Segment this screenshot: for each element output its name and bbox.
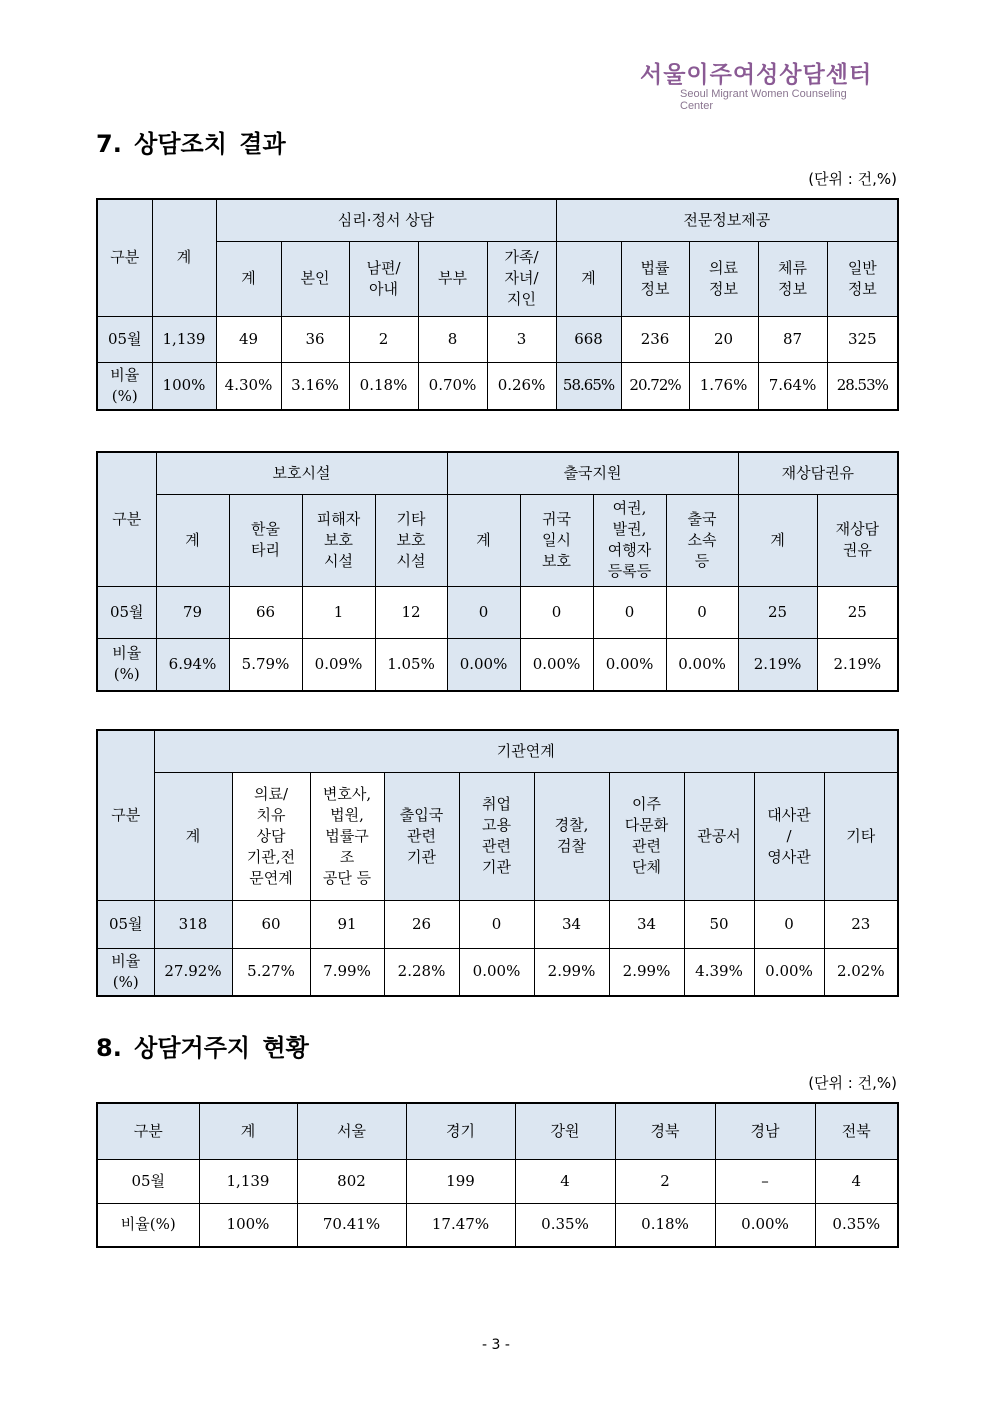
- table-2-subheader-row: [97, 494, 898, 586]
- cell: 7.64%: [758, 362, 827, 410]
- col-header: 대사관 / 영사관: [754, 772, 824, 900]
- col-header: 구분: [97, 1103, 199, 1159]
- cell: 70.41%: [297, 1203, 406, 1247]
- col-header: 관공서: [684, 772, 754, 900]
- cell: 1,139: [152, 316, 216, 362]
- col-header: 계: [154, 772, 232, 900]
- cell: 20.72%: [621, 362, 689, 410]
- cell: 2.19%: [738, 638, 817, 691]
- cell: 325: [827, 316, 898, 362]
- cell: 0.00%: [666, 638, 738, 691]
- col-header: 남편/ 아내: [349, 241, 418, 316]
- counseling-action-table-2: [96, 451, 899, 692]
- cell: 0: [520, 586, 593, 638]
- cell: 25: [817, 586, 898, 638]
- section-7-title: 7. 상담조치 결과: [96, 130, 286, 158]
- col-header: 계: [556, 241, 621, 316]
- cell: 236: [621, 316, 689, 362]
- cell: 0.00%: [754, 948, 824, 996]
- cell: 0.09%: [302, 638, 375, 691]
- col-header: 의료/ 치유 상담 기관,전 문연계: [232, 772, 310, 900]
- cell: 58.65%: [556, 362, 621, 410]
- cell: 23: [824, 900, 898, 948]
- table-row: [97, 638, 898, 691]
- cell: 0: [754, 900, 824, 948]
- cell: 0.00%: [715, 1203, 815, 1247]
- cell: 26: [384, 900, 459, 948]
- col-header: 전북: [815, 1103, 898, 1159]
- table-row: [97, 1203, 898, 1247]
- col-gubun: 구분: [97, 199, 152, 316]
- center-logo: [640, 62, 880, 112]
- cell: 802: [297, 1159, 406, 1203]
- cell: 4.30%: [216, 362, 281, 410]
- col-header: 출입국 관련 기관: [384, 772, 459, 900]
- col-header: 경찰, 검찰: [534, 772, 609, 900]
- cell: 0.00%: [459, 948, 534, 996]
- col-header: 계: [156, 494, 229, 586]
- col-header: 귀국 일시 보호: [520, 494, 593, 586]
- row-label: 05월: [97, 1159, 199, 1203]
- cell: 0.00%: [447, 638, 520, 691]
- table-row: [97, 948, 898, 996]
- cell: 36: [281, 316, 349, 362]
- table-row: [97, 362, 898, 410]
- cell: 2: [615, 1159, 715, 1203]
- col-header: 법률 정보: [621, 241, 689, 316]
- cell: 5.79%: [229, 638, 302, 691]
- logo-text: 서울이주여성상담센터: [640, 62, 873, 88]
- col-header: 일반 정보: [827, 241, 898, 316]
- cell: 0.00%: [520, 638, 593, 691]
- table-1-subheader-row: [97, 241, 898, 316]
- cell: 2: [349, 316, 418, 362]
- cell: 6.94%: [156, 638, 229, 691]
- cell: 1.76%: [689, 362, 758, 410]
- col-header: 강원: [515, 1103, 615, 1159]
- col-header: 여권, 발권, 여행자 등록등: [593, 494, 666, 586]
- cell: 2.02%: [824, 948, 898, 996]
- section-8-unit: (단위 : 건,%): [808, 1074, 897, 1092]
- cell: 0.18%: [349, 362, 418, 410]
- cell: 0: [666, 586, 738, 638]
- cell: 8: [418, 316, 487, 362]
- cell: 17.47%: [406, 1203, 515, 1247]
- row-label: 05월: [97, 900, 154, 948]
- cell: 49: [216, 316, 281, 362]
- row-label: 비율 (%): [97, 638, 156, 691]
- cell: 0.26%: [487, 362, 556, 410]
- cell: 199: [406, 1159, 515, 1203]
- group-agency-linkage: 기관연계: [154, 730, 898, 772]
- group-departure-support: 출국지원: [447, 452, 738, 494]
- cell: 100%: [199, 1203, 297, 1247]
- row-label: 05월: [97, 586, 156, 638]
- cell: 1: [302, 586, 375, 638]
- logo-subtitle: Seoul Migrant Women Counseling Center: [680, 88, 847, 112]
- cell: 1,139: [199, 1159, 297, 1203]
- cell: 91: [310, 900, 384, 948]
- cell: 7.99%: [310, 948, 384, 996]
- cell: 60: [232, 900, 310, 948]
- cell: 0.70%: [418, 362, 487, 410]
- col-header: 계: [738, 494, 817, 586]
- cell: 0.18%: [615, 1203, 715, 1247]
- cell: 5.27%: [232, 948, 310, 996]
- cell: 66: [229, 586, 302, 638]
- cell: 668: [556, 316, 621, 362]
- cell: –: [715, 1159, 815, 1203]
- cell: 50: [684, 900, 754, 948]
- table-row: [97, 586, 898, 638]
- cell: 4: [515, 1159, 615, 1203]
- col-header: 계: [447, 494, 520, 586]
- col-total: 계: [152, 199, 216, 316]
- cell: 3.16%: [281, 362, 349, 410]
- col-header: 계: [216, 241, 281, 316]
- cell: 87: [758, 316, 827, 362]
- table-row: [97, 1159, 898, 1203]
- cell: 12: [375, 586, 447, 638]
- cell: 0.35%: [515, 1203, 615, 1247]
- cell: 318: [154, 900, 232, 948]
- page-number: - 3 -: [482, 1337, 510, 1353]
- group-professional-info: 전문정보제공: [556, 199, 898, 241]
- col-header: 출국 소속 등: [666, 494, 738, 586]
- residence-table: [96, 1102, 899, 1248]
- col-header: 변호사, 법원, 법률구 조 공단 등: [310, 772, 384, 900]
- col-header: 본인: [281, 241, 349, 316]
- col-header: 이주 다문화 관련 단체: [609, 772, 684, 900]
- row-label: 비율(%): [97, 1203, 199, 1247]
- col-header: 계: [199, 1103, 297, 1159]
- group-shelter: 보호시설: [156, 452, 447, 494]
- table-row: [97, 900, 898, 948]
- col-header: 피해자 보호 시설: [302, 494, 375, 586]
- cell: 4: [815, 1159, 898, 1203]
- col-header: 기타 보호 시설: [375, 494, 447, 586]
- group-psych-counseling: 심리·정서 상담: [216, 199, 556, 241]
- counseling-action-table-1: [96, 198, 899, 411]
- row-label: 비율 (%): [97, 948, 154, 996]
- row-label: 05월: [97, 316, 152, 362]
- cell: 79: [156, 586, 229, 638]
- table-3-subheader-row: [97, 772, 898, 900]
- cell: 27.92%: [154, 948, 232, 996]
- col-header: 취업 고용 관련 기관: [459, 772, 534, 900]
- cell: 20: [689, 316, 758, 362]
- col-header: 가족/ 자녀/ 지인: [487, 241, 556, 316]
- col-header: 경남: [715, 1103, 815, 1159]
- cell: 0.35%: [815, 1203, 898, 1247]
- counseling-action-table-3: [96, 729, 899, 997]
- cell: 2.28%: [384, 948, 459, 996]
- col-header: 한울 타리: [229, 494, 302, 586]
- table-row: [97, 316, 898, 362]
- cell: 0: [593, 586, 666, 638]
- col-header: 부부: [418, 241, 487, 316]
- cell: 2.19%: [817, 638, 898, 691]
- cell: 0.00%: [593, 638, 666, 691]
- col-header: 체류 정보: [758, 241, 827, 316]
- cell: 100%: [152, 362, 216, 410]
- cell: 2.99%: [534, 948, 609, 996]
- col-gubun: 구분: [97, 730, 154, 900]
- col-header: 경기: [406, 1103, 515, 1159]
- col-gubun: 구분: [97, 452, 156, 586]
- cell: 0: [459, 900, 534, 948]
- cell: 34: [609, 900, 684, 948]
- col-header: 재상담 권유: [817, 494, 898, 586]
- cell: 34: [534, 900, 609, 948]
- col-header: 경북: [615, 1103, 715, 1159]
- col-header: 의료 정보: [689, 241, 758, 316]
- cell: 4.39%: [684, 948, 754, 996]
- col-header: 서울: [297, 1103, 406, 1159]
- section-8-title: 8. 상담거주지 현황: [96, 1034, 309, 1062]
- row-label: 비율 (%): [97, 362, 152, 410]
- col-header: 기타: [824, 772, 898, 900]
- residence-header-row: [97, 1103, 898, 1159]
- cell: 3: [487, 316, 556, 362]
- cell: 28.53%: [827, 362, 898, 410]
- cell: 25: [738, 586, 817, 638]
- cell: 1.05%: [375, 638, 447, 691]
- cell: 2.99%: [609, 948, 684, 996]
- group-recounseling: 재상담권유: [738, 452, 898, 494]
- section-7-unit: (단위 : 건,%): [808, 170, 897, 188]
- cell: 0: [447, 586, 520, 638]
